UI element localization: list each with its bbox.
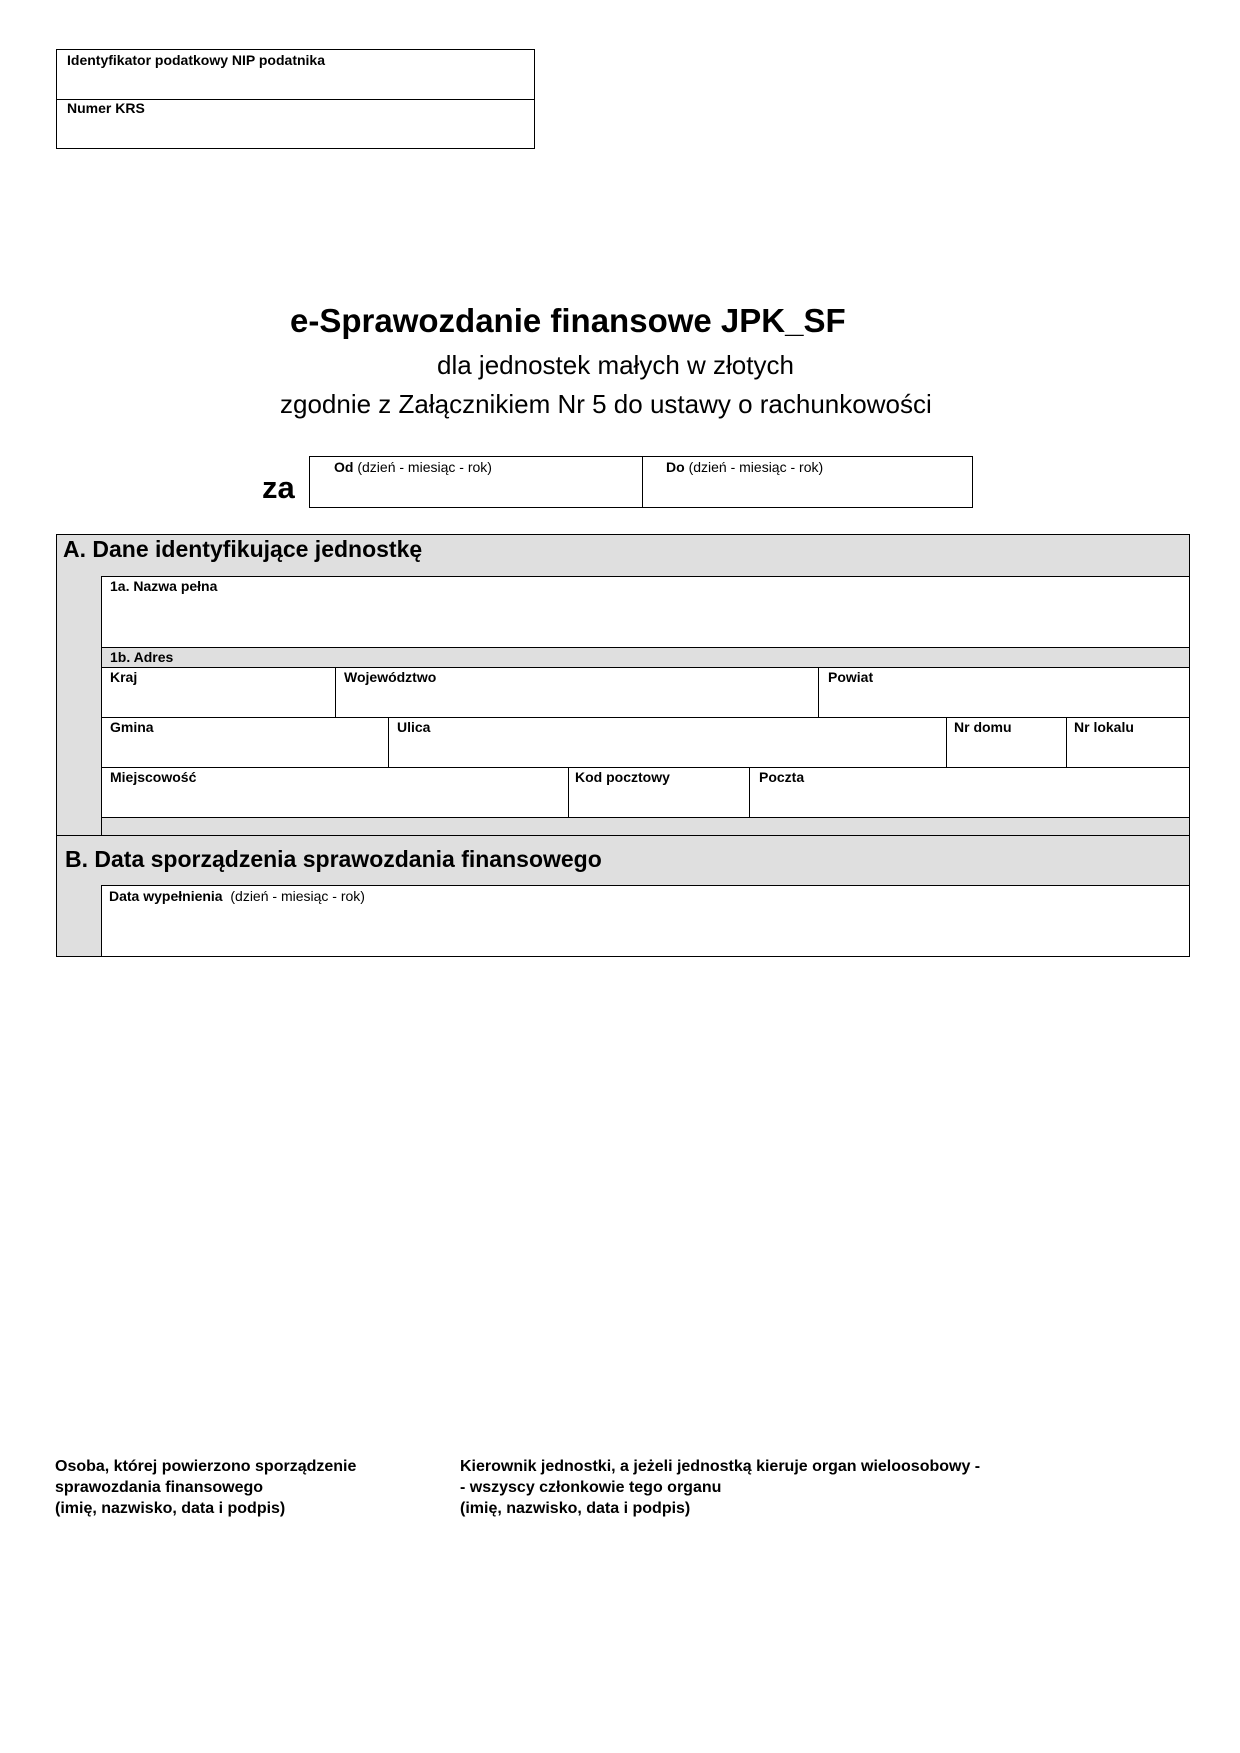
street-field[interactable]: [388, 718, 946, 767]
period-to-field[interactable]: [642, 457, 972, 507]
nip-field[interactable]: [57, 50, 534, 99]
period-to-label: Do (dzień - miesiąc - rok): [666, 459, 824, 475]
fill-date-field[interactable]: [101, 885, 1189, 956]
section-b-title: B. Data sporządzenia sprawozdania finansowego: [65, 846, 602, 872]
nip-label: Identyfikator podatkowy NIP podatnika: [67, 52, 326, 68]
fill-date-label: Data wypełnienia (dzień - miesiąc - rok): [109, 888, 365, 904]
section-b-header: [57, 835, 1189, 885]
post-office-label: Poczta: [759, 769, 805, 785]
house-number-label: Nr domu: [954, 719, 1012, 735]
street-label: Ulica: [397, 719, 431, 735]
locality-label: Miejscowość: [110, 769, 197, 785]
post-office-field[interactable]: [749, 768, 1189, 817]
county-field[interactable]: [818, 668, 1189, 717]
address-row-3: [101, 767, 1189, 817]
full-name-field[interactable]: [101, 576, 1189, 647]
house-number-field[interactable]: [946, 718, 1066, 767]
preparer-signature-caption: [55, 1456, 356, 1519]
county-label: Powiat: [828, 669, 874, 685]
municipality-label: Gmina: [110, 719, 154, 735]
municipality-field[interactable]: [102, 718, 388, 767]
manager-caption-line3: (imię, nazwisko, data i podpis): [460, 1500, 691, 1517]
voivodeship-label: Województwo: [344, 669, 437, 685]
period-from-label: Od (dzień - miesiąc - rok): [334, 459, 492, 475]
address-row-1: [101, 667, 1189, 717]
voivodeship-field[interactable]: [335, 668, 818, 717]
section-a-title: A. Dane identyfikujące jednostkę: [63, 536, 423, 562]
krs-label: Numer KRS: [67, 100, 145, 116]
manager-caption-line1: Kierownik jednostki, a jeżeli jednostką kieruje organ wieloosobowy -: [460, 1458, 981, 1475]
address-row-2: [101, 717, 1189, 767]
country-field[interactable]: [102, 668, 335, 717]
address-label: 1b. Adres: [110, 649, 174, 665]
postal-code-field[interactable]: [568, 768, 749, 817]
manager-caption-line2: - wszyscy członkowie tego organu: [460, 1479, 722, 1496]
period-from-field[interactable]: [310, 457, 642, 507]
locality-field[interactable]: [102, 768, 568, 817]
form-title: e-Sprawozdanie finansowe JPK_SF: [290, 302, 846, 339]
postal-code-label: Kod pocztowy: [575, 769, 670, 785]
taxpayer-id-box: [56, 49, 535, 149]
preparer-caption-line1: Osoba, której powierzono sporządzenie: [55, 1458, 357, 1475]
apartment-number-field[interactable]: [1066, 718, 1189, 767]
preparer-caption-line3: (imię, nazwisko, data i podpis): [55, 1500, 286, 1517]
period-box: [309, 456, 973, 508]
preparer-caption-line2: sprawozdania finansowego: [55, 1479, 264, 1496]
address-header: [101, 647, 1189, 667]
form-subtitle-1: dla jednostek małych w złotych: [437, 350, 794, 380]
identification-form: [56, 534, 1190, 957]
apartment-number-label: Nr lokalu: [1074, 719, 1134, 735]
period-za-label: za: [262, 470, 295, 505]
country-label: Kraj: [110, 669, 138, 685]
form-subtitle-2: zgodnie z Załącznikiem Nr 5 do ustawy o rachunkowości: [280, 389, 932, 419]
full-name-label: 1a. Nazwa pełna: [110, 578, 218, 594]
krs-field[interactable]: [57, 99, 534, 149]
section-a-footer-strip: [101, 817, 1189, 835]
manager-signature-caption: [460, 1456, 980, 1519]
